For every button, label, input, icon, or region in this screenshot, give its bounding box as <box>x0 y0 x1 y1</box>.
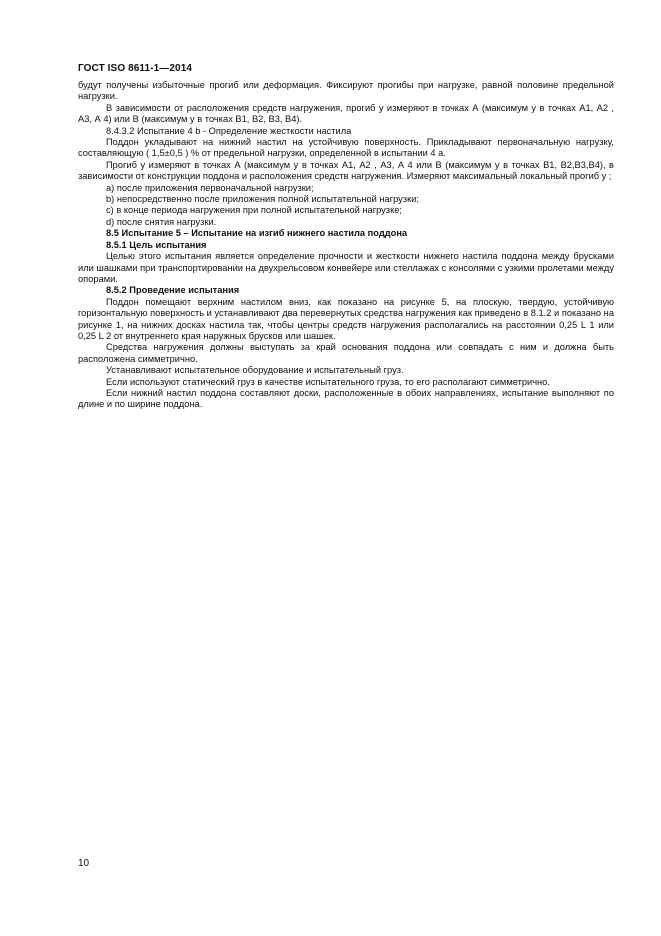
paragraph: Целью этого испытания является определение прочности и жесткости нижнего настила поддона между брусками или шашками при транспортировании на двухрельсовом конвейере или стеллажах с консолями с узкими пролетами между опорами. <box>78 251 614 284</box>
paragraph: Если используют статический груз в качестве испытательного груза, то его располагают симметрично. <box>106 376 550 387</box>
paragraph: b) непосредственно после приложения полной испытательной нагрузки; <box>106 194 419 205</box>
body-text <box>78 80 614 411</box>
paragraph: Поддон помещают верхним настилом вниз, как показано на рисунке 5, на плоскую, твердую, устойчивую горизонтальную поверхность и устанавливают два перевернутых средства нагружения как приведено в 8.1.2 и показано на рисунке 1, на нижних досках настила так, чтобы центры средств нагружения располагались на расстоянии 0,25 L 1 или 0,25 L 2 от внутреннего края наружных брусков или шашек. <box>78 296 614 341</box>
page-number: 10 <box>78 858 90 869</box>
document-header: ГОСТ ISO 8611-1—2014 <box>78 63 193 74</box>
paragraph: a) после приложения первоначальной нагрузки; <box>106 182 314 193</box>
paragraph: d) после снятия нагрузки. <box>106 216 217 227</box>
paragraph: Поддон укладывают на нижний настил на устойчивую поверхность. Прикладывают первоначальную нагрузку, составляющую ( 1,5±0,5 ) % от предельной нагрузки, определенной в испытании 4 а. <box>78 137 614 159</box>
paragraph: Прогиб у измеряют в точках А (максимум у в точках А1, А2 , А3, А 4 или В (максимум у в точках В1, В2,В3,В4), в зависимости от конструкции поддона и расположения средств нагружения. Измеряют максимальный локальный прогиб у ; <box>78 159 614 182</box>
paragraph: Если нижний настил поддона составляют доски, расположенные в обоих направлениях, испытание выполняют по длине и по ширине поддона. <box>78 387 614 410</box>
section-heading: 8.5.1 Цель испытания <box>106 239 207 250</box>
paragraph: c) в конце периода нагружения при полной испытательной нагрузке; <box>106 205 402 216</box>
section-heading: 8.5.2 Проведение испытания <box>106 285 240 296</box>
section-heading: 8.5 Испытание 5 – Испытание на изгиб нижнего настила поддона <box>106 228 408 239</box>
paragraph: будут получены избыточные прогиб или деформация. Фиксируют прогибы при нагрузке, равной половине предельной нагрузки. <box>78 80 614 102</box>
paragraph: В зависимости от расположения средств нагружения, прогиб у измеряют в точках А (максимум у в точках А1, А2 , А3, А 4) или В (максимум у в точках В1, В2, В3, В4). <box>78 102 614 125</box>
paragraph: Средства нагружения должны выступать за край основания поддона или совпадать с ним и должна быть расположена симметрично. <box>78 342 614 364</box>
paragraph: Устанавливают испытательное оборудование и испытательный груз. <box>106 365 404 376</box>
paragraph: 8.4.3.2 Испытание 4 b - Определение жесткости настила <box>106 125 352 136</box>
